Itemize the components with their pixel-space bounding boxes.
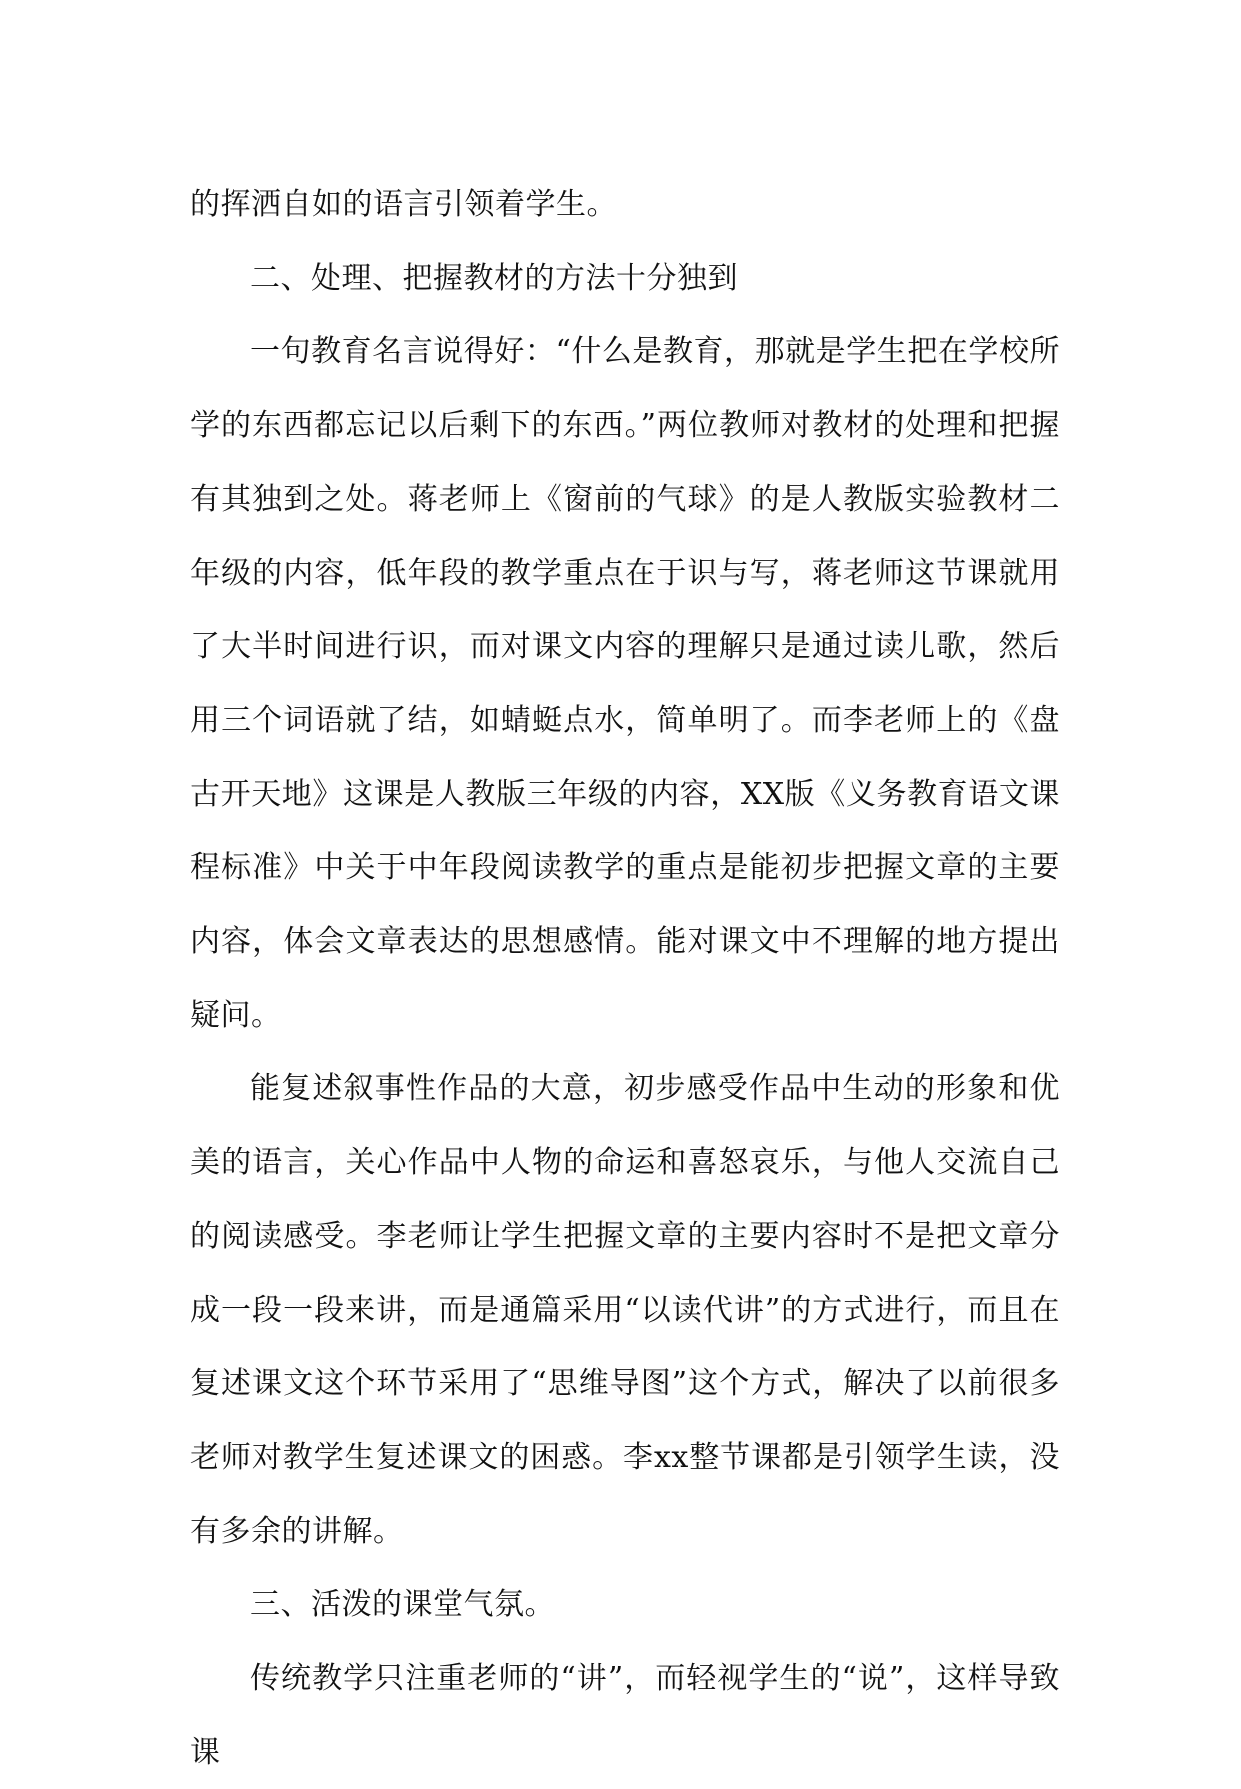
section-heading-3: 三、活泼的课堂气氛。 xyxy=(250,1587,555,1623)
document-body xyxy=(190,168,1060,1789)
paragraph: 传统教学只注重老师的“讲”，而轻视学生的“说”，这样导致课 xyxy=(190,1661,1060,1770)
paragraph: 能复述叙事性作品的大意，初步感受作品中生动的形象和优美的语言，关心作品中人物的命运和喜怒哀乐，与他人交流自己的阅读感受。李老师让学生把握文章的主要内容时不是把文章分成一段一段来讲，而是通篇采用“以读代讲”的方式进行，而且在复述课文这个环节采用了“思维导图”这个方式，解决了以前很多老师对教学生复述课文的困惑。李xx整节课都是引领学生读，没有多余的讲解。 xyxy=(190,1071,1060,1549)
section-heading-2: 二、处理、把握教材的方法十分独到 xyxy=(250,260,738,296)
paragraph-continuation: 的挥洒自如的语言引领着学生。 xyxy=(190,187,617,222)
paragraph: 一句教育名言说得好：“什么是教育，那就是学生把在学校所学的东西都忘记以后剩下的东西。”两位教师对教材的处理和把握有其独到之处。蒋老师上《窗前的气球》的是人教版实验教材二年级的内容，低年段的教学重点在于识与写，蒋老师这节课就用了大半时间进行识，而对课文内容的理解只是通过读儿歌，然后用三个词语就了结，如蜻蜓点水，简单明了。而李老师上的《盘古开天地》这课是人教版三年级的内容，XX版《义务教育语文课程标准》中关于中年段阅读教学的重点是能初步把握文章的主要内容，体会文章表达的思想感情。能对课文中不理解的地方提出疑问。 xyxy=(190,334,1060,1033)
